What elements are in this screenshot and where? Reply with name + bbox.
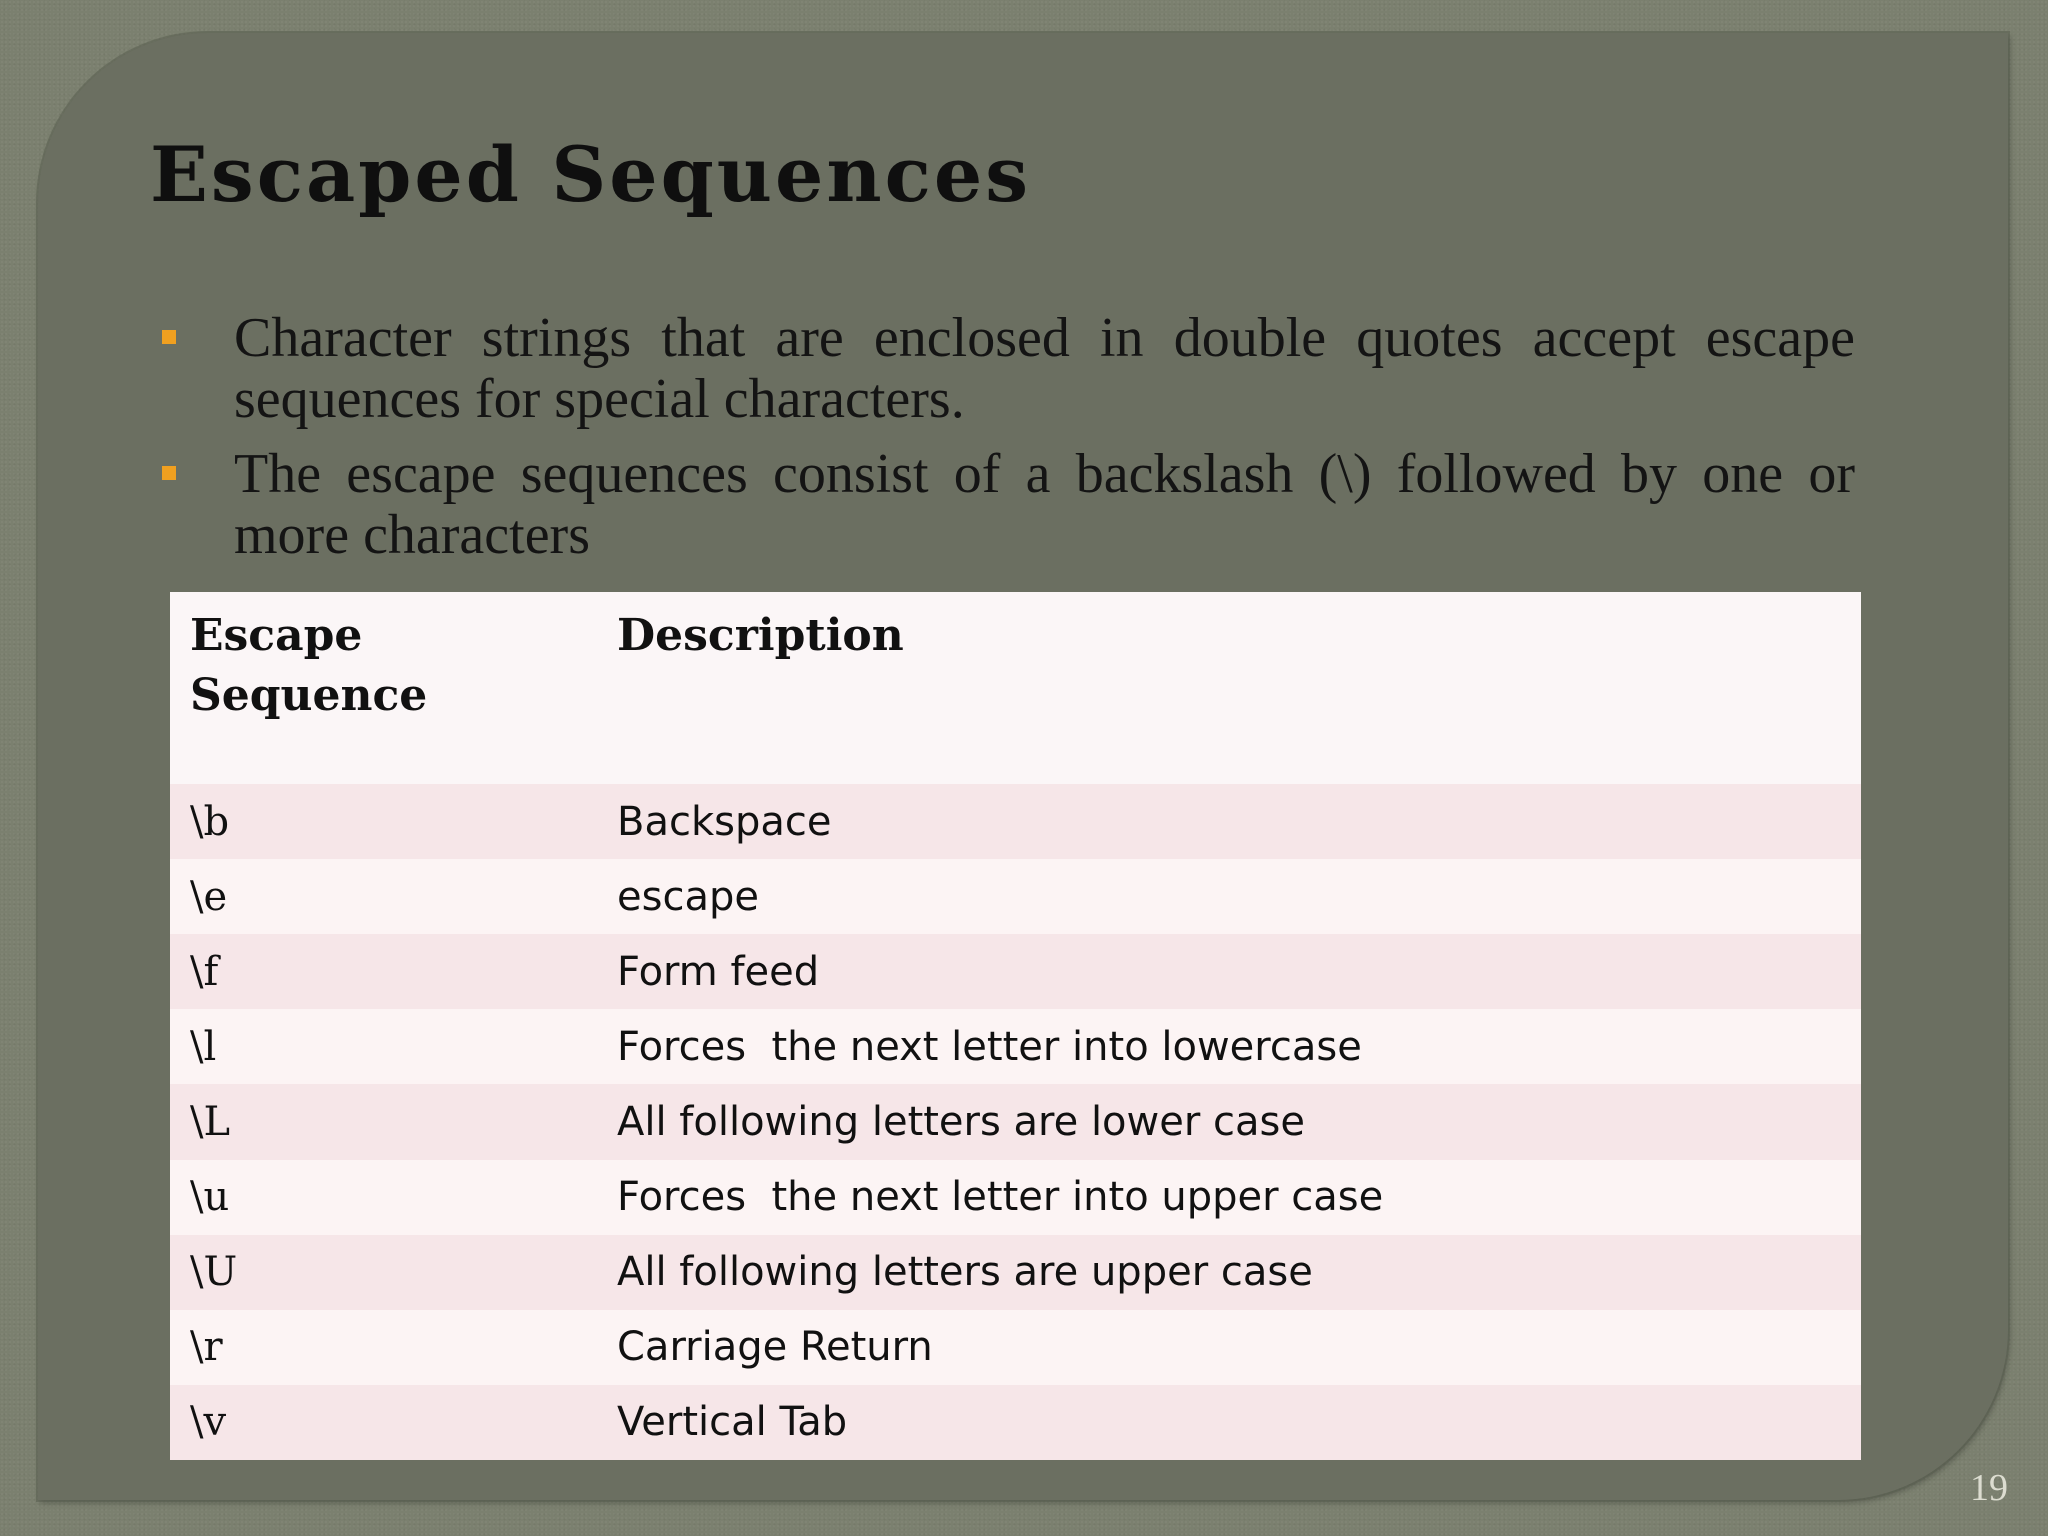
description-cell: Forces the next letter into lowercase	[595, 1009, 1861, 1084]
description-cell: Backspace	[595, 784, 1861, 859]
escape-code-cell: \U	[170, 1235, 595, 1310]
escape-code-cell: \l	[170, 1009, 595, 1084]
escape-code-cell: \v	[170, 1385, 595, 1460]
table-row	[170, 1160, 1861, 1235]
description-cell: Vertical Tab	[595, 1385, 1861, 1460]
column-header-description: Description	[595, 592, 1861, 784]
escape-sequence-table	[170, 592, 1861, 1460]
table-row	[170, 784, 1861, 859]
table-row	[170, 1009, 1861, 1084]
table-row	[170, 1084, 1861, 1159]
escape-code-cell: \u	[170, 1160, 595, 1235]
table-row	[170, 1385, 1861, 1460]
escape-code-cell: \f	[170, 934, 595, 1009]
table-row	[170, 1310, 1861, 1385]
bullet-item	[160, 308, 1855, 430]
escape-code-cell: \e	[170, 859, 595, 934]
page-number: 19	[1970, 1467, 2008, 1509]
bullet-item	[160, 444, 1855, 566]
table-row	[170, 1235, 1861, 1310]
table-header-row	[170, 592, 1861, 784]
square-bullet-icon	[162, 466, 176, 480]
bullet-list	[160, 308, 1855, 580]
description-cell: Carriage Return	[595, 1310, 1861, 1385]
bullet-text: Character strings that are enclosed in double quotes accept escape sequences for special characters.	[234, 307, 1855, 430]
table	[170, 592, 1861, 1460]
description-cell: All following letters are lower case	[595, 1084, 1861, 1159]
description-cell: All following letters are upper case	[595, 1235, 1861, 1310]
escape-code-cell: \r	[170, 1310, 595, 1385]
column-header-escape-sequence: Escape Sequence	[170, 592, 595, 784]
square-bullet-icon	[162, 330, 176, 344]
table-row	[170, 859, 1861, 934]
table-row	[170, 934, 1861, 1009]
bullet-text: The escape sequences consist of a backslash (\) followed by one or more characters	[234, 443, 1855, 566]
description-cell: Form feed	[595, 934, 1861, 1009]
description-cell: Forces the next letter into upper case	[595, 1160, 1861, 1235]
escape-code-cell: \b	[170, 784, 595, 859]
slide-title: Escaped Sequences	[150, 130, 1031, 219]
escape-code-cell: \L	[170, 1084, 595, 1159]
description-cell: escape	[595, 859, 1861, 934]
